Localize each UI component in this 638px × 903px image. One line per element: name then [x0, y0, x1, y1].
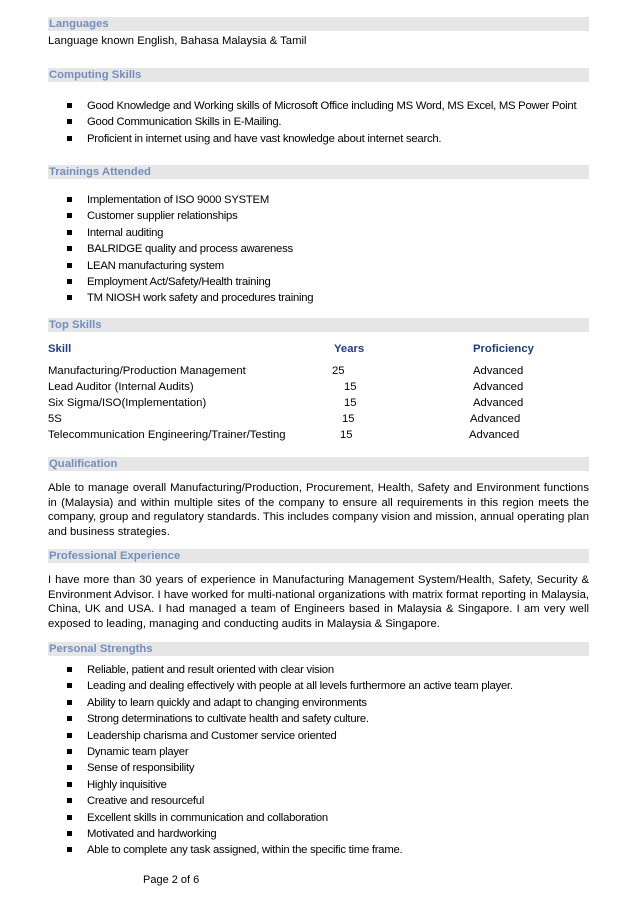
- list-item-text: Strong determinations to cultivate health and safety culture.: [87, 713, 369, 726]
- bullet-square-icon: [67, 733, 72, 738]
- languages-header: Languages: [48, 17, 589, 31]
- bullet-square-icon: [67, 798, 72, 803]
- languages-text: Language known English, Bahasa Malaysia & Tamil: [48, 35, 307, 47]
- bullet-square-icon: [67, 765, 72, 770]
- trainings-list: [48, 192, 589, 307]
- list-item-text: Highly inquisitive: [87, 778, 167, 791]
- languages-section: [48, 17, 589, 49]
- bullet-square-icon: [67, 749, 72, 754]
- bullet-square-icon: [67, 263, 72, 268]
- skill-name-cell: Manufacturing/Production Management: [48, 365, 246, 377]
- table-row: [48, 411, 589, 427]
- strengths-header: Personal Strengths: [48, 642, 589, 656]
- computing-section: [48, 68, 589, 147]
- list-item: [48, 290, 589, 306]
- bullet-square-icon: [67, 213, 72, 218]
- proficiency-cell: Advanced: [473, 365, 524, 377]
- list-item-text: Employment Act/Safety/Health training: [87, 275, 271, 288]
- proficiency-cell: Advanced: [473, 381, 524, 393]
- computing-list: [48, 98, 589, 147]
- strengths-section: [48, 642, 589, 859]
- list-item: [48, 192, 589, 208]
- bullet-square-icon: [67, 230, 72, 235]
- list-item: [48, 131, 589, 147]
- qualification-header: Qualification: [48, 457, 589, 471]
- top-skills-section: [48, 318, 589, 443]
- bullet-square-icon: [67, 683, 72, 688]
- skill-name-cell: 5S: [48, 413, 62, 425]
- skill-column-header: Skill: [48, 343, 72, 355]
- bullet-square-icon: [67, 295, 72, 300]
- strengths-list: [48, 662, 589, 859]
- trainings-section: [48, 165, 589, 307]
- list-item-text: Customer supplier relationships: [87, 210, 238, 223]
- experience-header: Professional Experience: [48, 549, 589, 563]
- list-item-text: Ability to learn quickly and adapt to changing environments: [87, 696, 367, 709]
- top-skills-header: Top Skills: [48, 318, 589, 332]
- list-item: [48, 760, 589, 776]
- table-row: [48, 395, 589, 411]
- list-item-text: Internal auditing: [87, 226, 164, 239]
- bullet-square-icon: [67, 246, 72, 251]
- list-item: [48, 274, 589, 290]
- list-item-text: Able to complete any task assigned, within the specific time frame.: [87, 844, 403, 857]
- proficiency-cell: Advanced: [470, 413, 521, 425]
- list-item: [48, 777, 589, 793]
- skills-table-body: [48, 363, 589, 443]
- table-row: [48, 427, 589, 443]
- bullet-square-icon: [67, 815, 72, 820]
- bullet-square-icon: [67, 782, 72, 787]
- list-item: [48, 810, 589, 826]
- list-item: [48, 241, 589, 257]
- list-item-text: Leadership charisma and Customer service oriented: [87, 729, 337, 742]
- list-item-text: Dynamic team player: [87, 745, 189, 758]
- list-item: [48, 826, 589, 842]
- list-item-text: BALRIDGE quality and process awareness: [87, 243, 293, 256]
- bullet-square-icon: [67, 119, 72, 124]
- bullet-square-icon: [67, 197, 72, 202]
- list-item-text: Good Knowledge and Working skills of Microsoft Office including MS Word, MS Excel, MS Power Point: [87, 100, 577, 112]
- years-cell: 15: [344, 381, 357, 393]
- list-item-text: TM NIOSH work safety and procedures training: [87, 292, 314, 305]
- years-cell: 15: [344, 397, 357, 409]
- list-item-text: Implementation of ISO 9000 SYSTEM: [87, 194, 270, 206]
- skill-name-cell: Lead Auditor (Internal Audits): [48, 381, 194, 393]
- list-item: [48, 678, 589, 694]
- bullet-square-icon: [67, 700, 72, 705]
- list-item: [48, 744, 589, 760]
- experience-text: I have more than 30 years of experience in Manufacturing Management System/Health, Safety, Security & Environment Advisor. I have worked for multi-national organizations with matrix format reporting in Malaysia, China, UK and USA. I had managed a team of Engineers based in Malaysia & Singapore. I am very well exposed to leading, managing and conducting audits in Malaysia & Singapore.: [48, 574, 589, 630]
- list-item: [48, 98, 589, 114]
- years-cell: 15: [342, 413, 355, 425]
- list-item-text: LEAN manufacturing system: [87, 259, 224, 272]
- list-item: [48, 695, 589, 711]
- skills-table-header: [48, 343, 589, 359]
- bullet-square-icon: [67, 831, 72, 836]
- trainings-header: Trainings Attended: [48, 165, 589, 179]
- table-row: [48, 363, 589, 379]
- list-item-text: Leading and dealing effectively with people at all levels furthermore an active team player.: [87, 680, 513, 693]
- years-cell: 25: [332, 365, 345, 377]
- page-number: Page 2 of 6: [143, 874, 200, 886]
- list-item-text: Creative and resourceful: [87, 795, 205, 808]
- skill-name-cell: Telecommunication Engineering/Trainer/Testing: [48, 429, 286, 441]
- years-column-header: Years: [334, 343, 365, 355]
- bullet-square-icon: [67, 279, 72, 284]
- proficiency-cell: Advanced: [473, 397, 524, 409]
- proficiency-cell: Advanced: [469, 429, 520, 441]
- experience-section: [48, 549, 589, 631]
- table-row: [48, 379, 589, 395]
- bullet-square-icon: [67, 103, 72, 108]
- list-item: [48, 711, 589, 727]
- list-item: [48, 842, 589, 858]
- list-item: [48, 728, 589, 744]
- list-item-text: Reliable, patient and result oriented with clear vision: [87, 664, 334, 676]
- qualification-section: [48, 457, 589, 539]
- qualification-text: Able to manage overall Manufacturing/Production, Procurement, Health, Safety and Environment functions in (Malaysia) and within multiple sites of the company to ensure all requirements in this region meets the company, group and regulatory standards. This includes company vision and mission, annual operating plan and business strategies.: [48, 482, 589, 538]
- list-item: [48, 258, 589, 274]
- list-item: [48, 114, 589, 130]
- list-item-text: Excellent skills in communication and collaboration: [87, 811, 328, 824]
- bullet-square-icon: [67, 847, 72, 852]
- list-item-text: Proficient in internet using and have vast knowledge about internet search.: [87, 132, 442, 145]
- proficiency-column-header: Proficiency: [473, 343, 534, 355]
- computing-header: Computing Skills: [48, 68, 589, 82]
- bullet-square-icon: [67, 716, 72, 721]
- list-item-text: Good Communication Skills in E-Mailing.: [87, 116, 282, 129]
- bullet-square-icon: [67, 136, 72, 141]
- skill-name-cell: Six Sigma/ISO(Implementation): [48, 397, 207, 409]
- list-item-text: Sense of responsibility: [87, 762, 195, 775]
- list-item: [48, 662, 589, 678]
- list-item: [48, 208, 589, 224]
- years-cell: 15: [340, 429, 353, 441]
- list-item: [48, 793, 589, 809]
- bullet-square-icon: [67, 667, 72, 672]
- list-item: [48, 225, 589, 241]
- list-item-text: Motivated and hardworking: [87, 827, 217, 840]
